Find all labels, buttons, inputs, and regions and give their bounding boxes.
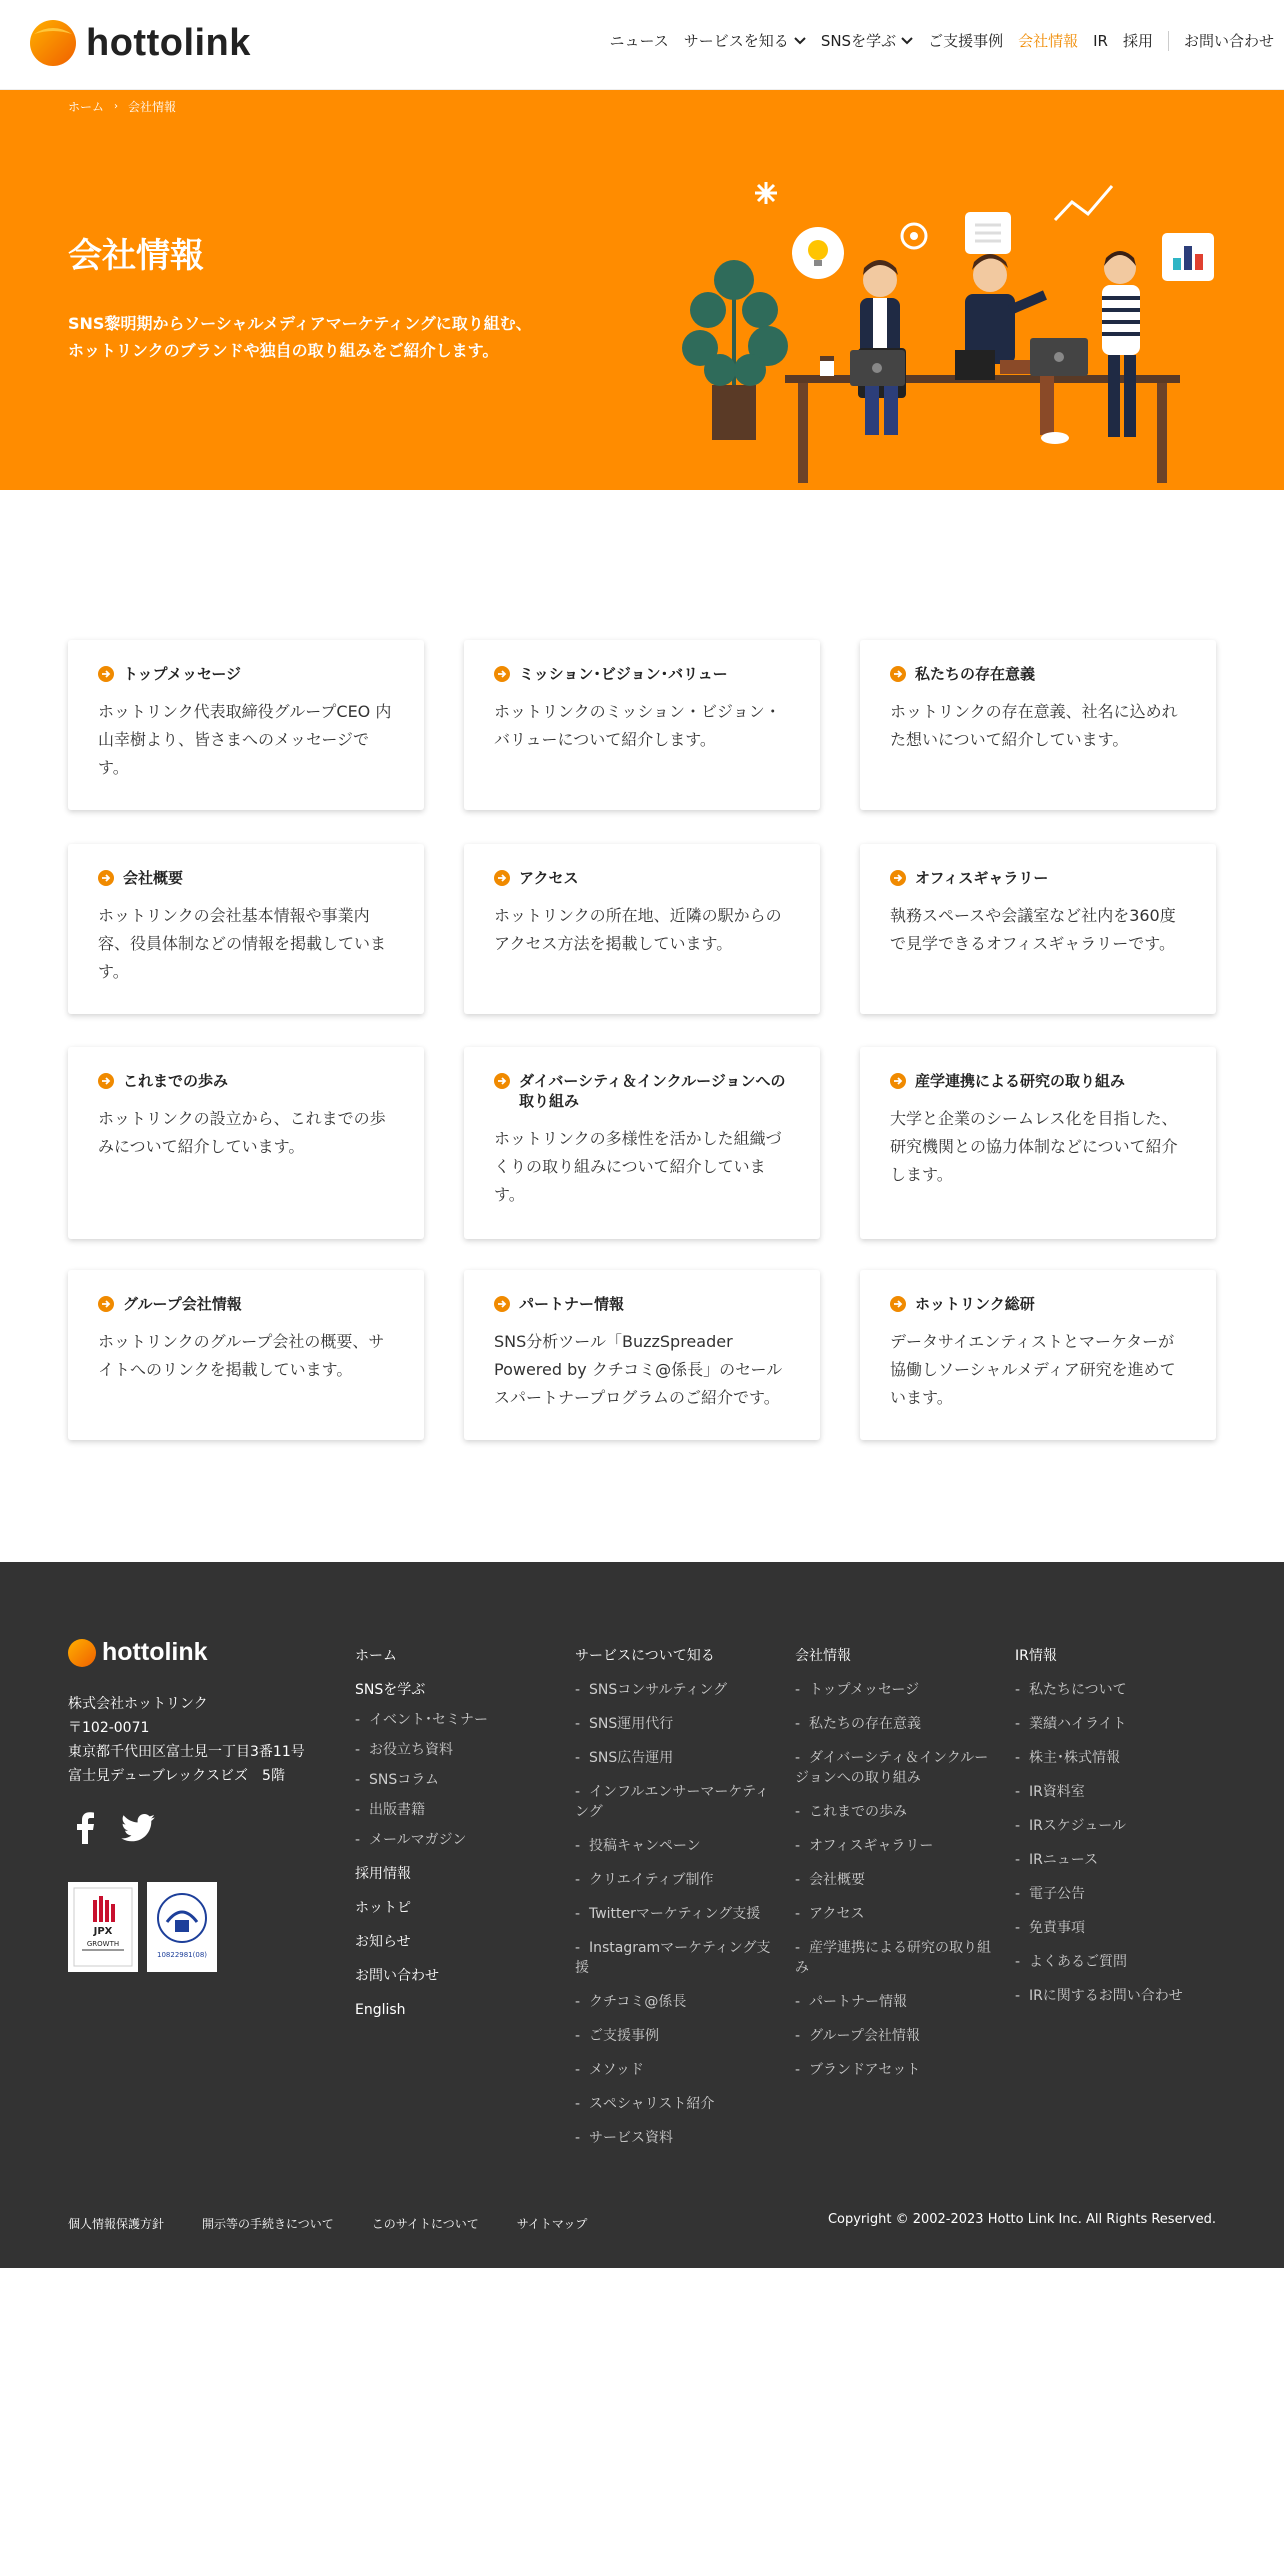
card-title: ホットリンク総研 xyxy=(915,1295,1035,1313)
footer-link[interactable]: - よくあるご質問 xyxy=(1015,1954,1127,1970)
footer-link-label: 免責事項 xyxy=(1028,1920,1085,1936)
nav-company[interactable] xyxy=(1018,30,1078,51)
footer-link[interactable]: - ご支援事例 xyxy=(575,2028,659,2044)
arrow-right-icon xyxy=(98,1073,114,1089)
footer-link-label: IRニュース xyxy=(1028,1852,1099,1868)
footer-link[interactable]: - サービス資料 xyxy=(575,2130,673,2146)
footer-col-title[interactable]: IR情報 xyxy=(1015,1648,1057,1664)
copyright: Copyright © 2002-2023 Hotto Link Inc. All Rights Reserved. xyxy=(827,2212,1216,2227)
chevron-down-icon xyxy=(794,37,806,45)
footer-link[interactable]: - メソッド xyxy=(575,2062,644,2078)
card-description: データサイエンティストとマーケターが協働しソーシャルメディア研究を進めています。 xyxy=(890,1332,1176,1407)
footer-link[interactable]: - メールマガジン xyxy=(355,1832,467,1848)
nav-contact[interactable] xyxy=(1184,30,1274,51)
footer-link-label: 株主･株式情報 xyxy=(1028,1750,1120,1766)
card-title: ダイバーシティ＆インクルージョンへの取り組み xyxy=(519,1072,786,1110)
privacy-mark-number: 10822981(08) xyxy=(157,1951,207,1959)
nav-contact-label: お問い合わせ xyxy=(1183,32,1274,50)
facebook-icon[interactable] xyxy=(75,1812,95,1844)
card-group-companies[interactable] xyxy=(68,1270,424,1440)
card-title: グループ会社情報 xyxy=(123,1295,242,1313)
footer-link[interactable]: - 免責事項 xyxy=(1015,1920,1085,1936)
nav-cases[interactable] xyxy=(928,30,1003,51)
sitemap-link[interactable]: サイトマップ xyxy=(516,2217,588,2231)
site-header xyxy=(0,0,1284,90)
footer-link-label: IR資料室 xyxy=(1028,1784,1085,1800)
footer-link-label: クリエイティブ制作 xyxy=(588,1872,714,1888)
certification-badges xyxy=(68,1882,226,1972)
arrow-right-icon xyxy=(98,666,114,682)
card-research-institute[interactable] xyxy=(860,1270,1216,1440)
footer-link[interactable]: - IR資料室 xyxy=(1015,1784,1085,1800)
nav-divider xyxy=(1168,31,1169,51)
footer-link[interactable]: - Twitterマーケティング支援 xyxy=(575,1906,761,1922)
footer-link[interactable]: - 出版書籍 xyxy=(355,1802,425,1818)
footer-logo-text: hottolink xyxy=(102,1638,208,1666)
person-icon xyxy=(955,254,1088,444)
footer-link-label: クチコミ@係長 xyxy=(588,1994,687,2010)
privacy-policy-link[interactable]: 個人情報保護方針 xyxy=(68,2217,165,2231)
trend-line-icon xyxy=(1055,186,1112,220)
about-site-link[interactable]: このサイトについて xyxy=(371,2217,479,2231)
arrow-right-icon xyxy=(98,870,114,886)
footer-link-label: SNSコンサルティング xyxy=(588,1682,728,1698)
card-description: ホットリンクのグループ会社の概要、サイトへのリンクを掲載しています。 xyxy=(98,1332,385,1379)
footer-link[interactable]: - ブランドアセット xyxy=(795,2062,921,2078)
logo-mark-icon xyxy=(30,20,76,66)
jpx-label: JPX xyxy=(93,1926,113,1937)
footer-col-title[interactable]: サービスについて知る xyxy=(575,1648,715,1664)
footer-link[interactable]: - IRニュース xyxy=(1015,1852,1099,1868)
footer-link-home[interactable]: ホーム xyxy=(355,1648,397,1664)
page-title: 会社情報 xyxy=(68,236,204,276)
footer-link-label: 投稿キャンペーン xyxy=(588,1838,701,1854)
nav-learn-sns[interactable] xyxy=(821,30,913,51)
card-title: トップメッセージ xyxy=(123,665,242,683)
arrow-right-icon xyxy=(494,666,510,682)
arrow-right-icon xyxy=(98,1296,114,1312)
footer-link-label: IRスケジュール xyxy=(1028,1818,1126,1834)
footer-link-label: グループ会社情報 xyxy=(808,2028,920,2044)
card-title: これまでの歩み xyxy=(123,1072,229,1090)
footer-link-label: 産学連携による研究の取り組み xyxy=(795,1940,991,1976)
footer-link[interactable]: - SNS運用代行 xyxy=(575,1716,674,1732)
footer-link-label: 電子公告 xyxy=(1028,1886,1085,1902)
footer-link[interactable]: - 投稿キャンペーン xyxy=(575,1838,701,1854)
footer-link-news[interactable]: お知らせ xyxy=(355,1934,411,1950)
global-nav xyxy=(595,30,1274,51)
card-description: ホットリンクの会社基本情報や事業内容、役員体制などの情報を掲載しています。 xyxy=(98,906,387,981)
disclosure-procedure-link[interactable]: 開示等の手続きについて xyxy=(202,2217,334,2231)
page-description-line: SNS黎明期からソーシャルメディアマーケティングに取り組む、 xyxy=(68,314,532,333)
footer-link[interactable]: - 株主･株式情報 xyxy=(1015,1750,1120,1766)
card-partners[interactable] xyxy=(464,1270,820,1440)
nav-services-label: サービスを知る xyxy=(683,32,789,50)
bar-chart-icon xyxy=(1162,233,1214,281)
jpx-growth-badge xyxy=(68,1882,138,1972)
footer-link[interactable]: - クチコミ@係長 xyxy=(575,1994,687,2010)
breadcrumb-current: 会社情報 xyxy=(128,100,177,114)
card-title: パートナー情報 xyxy=(519,1295,625,1313)
card-title: 産学連携による研究の取り組み xyxy=(915,1072,1126,1090)
footer-link-english[interactable]: English xyxy=(355,2002,406,2018)
card-title: アクセス xyxy=(519,869,579,887)
footer-link[interactable]: - IRに関するお問い合わせ xyxy=(1015,1988,1183,2004)
plant-icon xyxy=(682,260,788,440)
footer-link[interactable]: - ダイバーシティ＆インクルージョンへの取り組み xyxy=(795,1750,989,1786)
footer-link[interactable]: - イベント･セミナー xyxy=(355,1712,488,1728)
card-description: ホットリンク代表取締役グループCEO 内山幸樹より、皆さまへのメッセージです。 xyxy=(98,702,392,777)
nav-ir-label: IR xyxy=(1093,31,1108,50)
footer-link-label: サービス資料 xyxy=(588,2130,673,2146)
footer-link-label: IRに関するお問い合わせ xyxy=(1028,1988,1183,2004)
footer-link-label: パートナー情報 xyxy=(808,1994,907,2010)
footer-link-recruit[interactable]: 採用情報 xyxy=(355,1866,411,1882)
lightbulb-icon xyxy=(792,227,844,279)
footer-link-label: SNS広告運用 xyxy=(588,1750,674,1766)
footer-legal-links xyxy=(68,2215,625,2232)
footer-link-label: ブランドアセット xyxy=(808,2062,921,2078)
nav-recruit-label: 採用 xyxy=(1122,32,1153,50)
breadcrumb-home[interactable]: ホーム xyxy=(68,100,105,114)
footer-link[interactable]: - IRスケジュール xyxy=(1015,1818,1126,1834)
nav-recruit[interactable] xyxy=(1123,30,1153,51)
card-office-gallery[interactable] xyxy=(860,844,1216,1014)
card-description: 大学と企業のシームレス化を目指した、研究機関との協力体制などについて紹介します。 xyxy=(890,1109,1178,1184)
postal-code: 〒102-0071 xyxy=(68,1720,150,1736)
footer-link[interactable]: - お役立ち資料 xyxy=(355,1742,453,1758)
card-description: ホットリンクのミッション・ビジョン・バリューについて紹介します。 xyxy=(494,702,781,749)
footer-link-label: メールマガジン xyxy=(368,1832,467,1848)
card-description: ホットリンクの多様性を活かした組織づくりの取り組みについて紹介しています。 xyxy=(494,1129,782,1204)
footer-link[interactable]: - 電子公告 xyxy=(1015,1886,1085,1902)
card-title: 私たちの存在意義 xyxy=(915,665,1036,683)
footer-link[interactable]: - SNSコンサルティング xyxy=(575,1682,728,1698)
card-description: ホットリンクの設立から、これまでの歩みについて紹介しています。 xyxy=(98,1109,386,1156)
person-icon xyxy=(850,260,906,435)
card-description: ホットリンクの存在意義、社名に込めれた想いについて紹介しています。 xyxy=(890,702,1178,749)
page-description-line: ホットリンクのブランドや独自の取り組みをご紹介します。 xyxy=(68,341,499,360)
chevron-right-icon: › xyxy=(114,101,119,112)
footer-link[interactable]: - スペシャリスト紹介 xyxy=(575,2096,715,2112)
nav-news[interactable] xyxy=(610,30,669,51)
nav-news-label: ニュース xyxy=(609,32,669,50)
team-illustration xyxy=(660,170,1220,522)
arrow-right-icon xyxy=(494,1296,510,1312)
logo-text: hottolink xyxy=(86,21,251,64)
footer-col-services xyxy=(575,1646,780,2162)
footer-link[interactable]: - SNS広告運用 xyxy=(575,1750,674,1766)
footer-link[interactable]: - パートナー情報 xyxy=(795,1994,907,2010)
footer-link-label: SNS運用代行 xyxy=(588,1716,674,1732)
footer-link-label: メソッド xyxy=(588,2062,644,2078)
footer-link-label: ご支援事例 xyxy=(588,2028,659,2044)
footer-link-hotpi[interactable]: ホットピ xyxy=(355,1900,411,1916)
growth-label: GROWTH xyxy=(86,1940,120,1948)
footer-link[interactable]: - トップメッセージ xyxy=(795,1682,920,1698)
footer-link-label: 私たちについて xyxy=(1028,1682,1127,1698)
footer-col-main xyxy=(355,1646,560,2034)
arrow-right-icon xyxy=(494,1073,510,1089)
card-top-message[interactable] xyxy=(68,640,424,810)
footer-link-label: スペシャリスト紹介 xyxy=(588,2096,715,2112)
footer-link[interactable]: - 会社概要 xyxy=(795,1872,865,1888)
card-purpose[interactable] xyxy=(860,640,1216,810)
address-building: 富士見デューブレックスビズ 5階 xyxy=(68,1768,285,1784)
footer-col-ir xyxy=(1015,1646,1220,2020)
footer-link-learn[interactable]: SNSを学ぶ xyxy=(355,1682,426,1698)
footer-link-label: ダイバーシティ＆インクルージョンへの取り組み xyxy=(795,1750,989,1786)
nav-services[interactable] xyxy=(684,30,806,51)
footer-link-label: イベント･セミナー xyxy=(368,1712,488,1728)
footer-link-label: 会社概要 xyxy=(808,1872,865,1888)
logo-mark-icon xyxy=(68,1639,96,1667)
hero-banner xyxy=(0,90,1284,490)
footer-link-label: SNSコラム xyxy=(368,1772,440,1788)
footer-link-label: 私たちの存在意義 xyxy=(808,1716,921,1732)
footer-link[interactable]: - オフィスギャラリー xyxy=(795,1838,934,1854)
company-address xyxy=(68,1692,305,1788)
footer-link-contact[interactable]: お問い合わせ xyxy=(355,1968,439,1984)
company-name: 株式会社ホットリンク xyxy=(68,1696,208,1712)
card-title: ミッション･ビジョン･バリュー xyxy=(519,665,728,683)
footer-link-label: お役立ち資料 xyxy=(368,1742,453,1758)
footer-link-label: 業績ハイライト xyxy=(1028,1716,1127,1732)
social-links xyxy=(68,1812,155,1844)
nav-cases-label: ご支援事例 xyxy=(928,32,1004,50)
footer-link-label: これまでの歩み xyxy=(808,1804,907,1820)
page-description xyxy=(68,310,568,364)
chevron-down-icon xyxy=(901,37,913,45)
footer-link-label: インフルエンサーマーケティング xyxy=(575,1784,769,1820)
footer-logo[interactable] xyxy=(68,1638,208,1667)
footer-link[interactable]: - 業績ハイライト xyxy=(1015,1716,1127,1732)
card-description: SNS分析ツール「BuzzSpreader Powered by クチコミ@係長」のセールスパートナープログラムのご紹介です。 xyxy=(494,1332,783,1407)
document-icon xyxy=(965,212,1011,254)
site-footer xyxy=(0,1562,1284,2268)
arrow-right-icon xyxy=(890,870,906,886)
footer-col-title[interactable]: 会社情報 xyxy=(795,1648,851,1664)
arrow-right-icon xyxy=(890,1296,906,1312)
card-description: ホットリンクの所在地、近隣の駅からのアクセス方法を掲載しています。 xyxy=(494,906,782,953)
footer-link-label: よくあるご質問 xyxy=(1028,1954,1127,1970)
arrow-right-icon xyxy=(494,870,510,886)
nav-company-label: 会社情報 xyxy=(1018,32,1079,50)
arrow-right-icon xyxy=(890,666,906,682)
footer-link[interactable]: - 産学連携による研究の取り組み xyxy=(795,1940,991,1976)
footer-link[interactable]: - 私たちの存在意義 xyxy=(795,1716,921,1732)
desk-icon xyxy=(785,375,1180,483)
footer-link[interactable]: - これまでの歩み xyxy=(795,1804,907,1820)
coffee-cup-icon xyxy=(820,356,834,376)
footer-link[interactable]: - クリエイティブ制作 xyxy=(575,1872,714,1888)
nav-ir[interactable] xyxy=(1093,32,1108,50)
footer-link-label: Twitterマーケティング支援 xyxy=(588,1906,761,1922)
footer-link[interactable]: - インフルエンサーマーケティング xyxy=(575,1784,769,1820)
footer-link[interactable]: - アクセス xyxy=(795,1906,865,1922)
card-history[interactable] xyxy=(68,1047,424,1239)
privacy-mark-badge xyxy=(147,1882,217,1972)
footer-link[interactable]: - SNSコラム xyxy=(355,1772,440,1788)
logo[interactable] xyxy=(30,20,251,66)
card-title: オフィスギャラリー xyxy=(915,869,1049,887)
footer-link[interactable]: - 私たちについて xyxy=(1015,1682,1127,1698)
footer-col-company xyxy=(795,1646,1000,2094)
card-description: 執務スペースや会議室など社内を360度で見学できるオフィスギャラリーです。 xyxy=(890,906,1176,953)
footer-link[interactable]: - Instagramマーケティング支援 xyxy=(575,1940,771,1976)
footer-link-label: 出版書籍 xyxy=(368,1802,425,1818)
nav-learn-sns-label: SNSを学ぶ xyxy=(820,32,897,50)
twitter-icon[interactable] xyxy=(121,1814,155,1842)
card-access[interactable] xyxy=(464,844,820,1014)
card-mission-vision-value[interactable] xyxy=(464,640,820,810)
card-diversity-inclusion[interactable] xyxy=(464,1047,820,1239)
footer-link[interactable]: - グループ会社情報 xyxy=(795,2028,920,2044)
card-title: 会社概要 xyxy=(123,869,184,887)
footer-link-label: アクセス xyxy=(808,1906,865,1922)
footer-link-label: オフィスギャラリー xyxy=(808,1838,934,1854)
card-industry-academia[interactable] xyxy=(860,1047,1216,1239)
sparkle-icon xyxy=(755,182,777,204)
person-icon xyxy=(1102,251,1140,437)
breadcrumb xyxy=(68,98,176,115)
target-icon xyxy=(902,224,926,248)
address-line: 東京都千代田区富士見一丁目3番11号 xyxy=(68,1744,305,1760)
footer-link-label: トップメッセージ xyxy=(808,1682,920,1698)
card-company-overview[interactable] xyxy=(68,844,424,1014)
footer-link-label: Instagramマーケティング支援 xyxy=(575,1940,771,1976)
arrow-right-icon xyxy=(890,1073,906,1089)
